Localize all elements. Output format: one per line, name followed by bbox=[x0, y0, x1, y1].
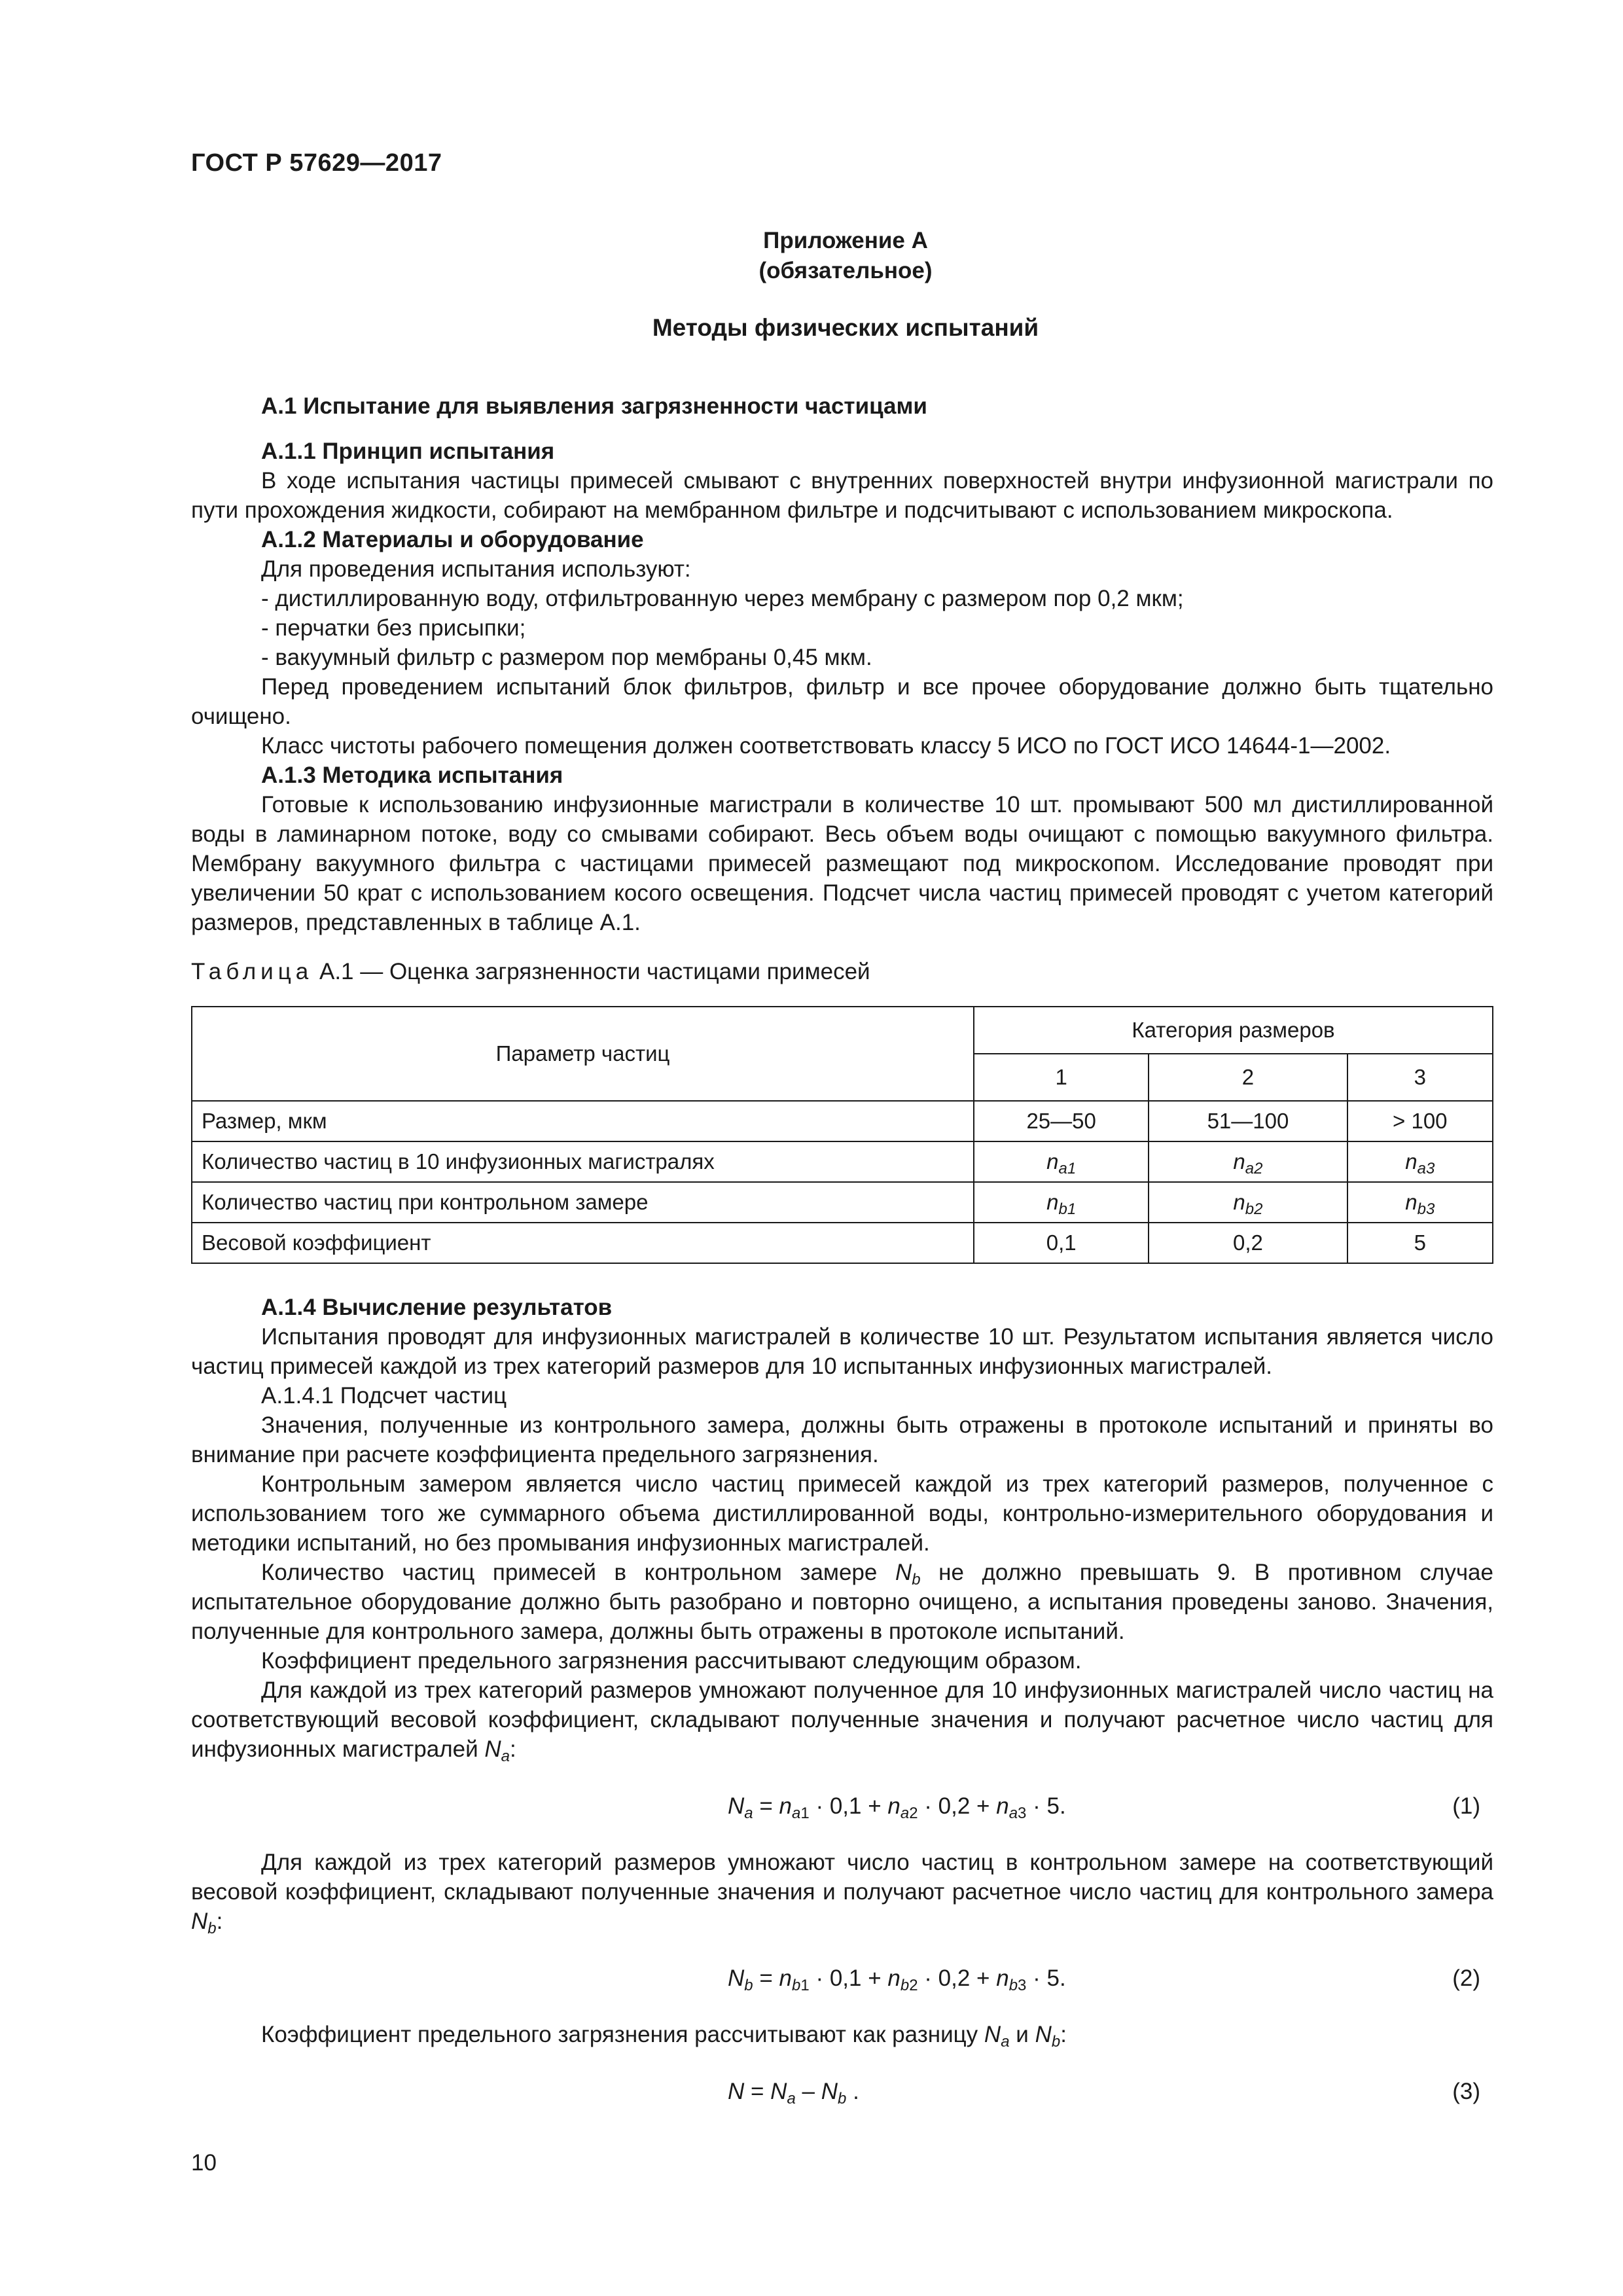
standard-designation: ГОСТ Р 57629—2017 bbox=[191, 149, 442, 177]
formula-number: (2) bbox=[1452, 1965, 1480, 1991]
paragraph-control-values: Значения, полученные из контрольного замера, должны быть отражены в протоколе испытаний и приняты во внимание при расчете коэффициента предельного загрязнения. bbox=[191, 1412, 1493, 1467]
table-cell: 5 bbox=[1347, 1223, 1493, 1263]
paragraph-control-limit: Количество частиц примесей в контрольном замере $N_b$ не должно превышать 9. В противном случае испытательное оборудование должно быть разобрано и повторно очищено, а испытания проведены заново. Значения, полученные для контрольного замера, должны быть отражены в протоколе испытаний. bbox=[191, 1560, 1493, 1644]
annex-status: (обязательное) bbox=[758, 258, 933, 283]
formula-3 bbox=[191, 2066, 1493, 2119]
table-cell: $n_{b3}$ bbox=[1347, 1182, 1493, 1223]
list-item: - вакуумный фильтр с размером пор мембраны 0,45 мкм. bbox=[261, 645, 872, 670]
formula-expression: $N_a = n_{a1} \cdot 0,1 + n_{a2} \cdot 0,2 + n_{a3} \cdot 5$. bbox=[728, 1793, 1066, 1822]
paragraph-difference: Коэффициент предельного загрязнения рассчитывают как разницу $N_a$ и $N_b$: bbox=[261, 2022, 1067, 2051]
paragraph-cleaning: Перед проведением испытаний блок фильтров, фильтр и все прочее оборудование должно быть тщательно очищено. bbox=[191, 674, 1493, 729]
paragraph-cleanroom-class: Класс чистоты рабочего помещения должен соответствовать классу 5 ИСО по ГОСТ ИСО 14644-1—2002. bbox=[261, 733, 1391, 759]
document-body bbox=[191, 391, 1493, 2133]
paragraph-coefficient-intro: Коэффициент предельного загрязнения рассчитывают следующим образом. bbox=[261, 1648, 1082, 1674]
table-cell: $n_{a1}$ bbox=[974, 1141, 1149, 1182]
section-heading-a12: А.1.2 Материалы и оборудование bbox=[261, 527, 644, 552]
paragraph-control-definition: Контрольным замером является число частиц примесей каждой из трех категорий размеров, полученное с использованием того же суммарного объема дистиллированной воды, контрольно-измерительного оборудования и методики испытаний, но без промывания инфузионных магистралей. bbox=[191, 1471, 1493, 1556]
category-cell: 3 bbox=[1347, 1054, 1493, 1101]
paragraph-na-definition: Для каждой из трех категорий размеров умножают полученное для 10 инфузионных магистралей число частиц на соответствующий весовой коэффициент, складывают полученные значения и получают расчетное число частиц для инфузионных магистралей $N_a$: bbox=[191, 1677, 1493, 1765]
table-row bbox=[192, 1141, 1493, 1182]
table-row bbox=[192, 1223, 1493, 1263]
row-label: Количество частиц в 10 инфузионных магистралях bbox=[192, 1141, 974, 1182]
paragraph-results: Испытания проводят для инфузионных магистралей в количестве 10 шт. Результатом испытания является число частиц примесей каждой из трех категорий размеров для 10 испытанных инфузионных магистралей. bbox=[191, 1324, 1493, 1379]
table-caption-text: А.1 — Оценка загрязненности частицами примесей bbox=[319, 959, 870, 984]
row-label: Размер, мкм bbox=[192, 1101, 974, 1141]
formula-expression: $N = N_a - N_b$ . bbox=[728, 2079, 859, 2108]
row-label: Весовой коэффициент bbox=[192, 1223, 974, 1263]
section-heading-a13: А.1.3 Методика испытания bbox=[261, 762, 563, 788]
table-caption bbox=[191, 957, 1493, 986]
table-cell: 25—50 bbox=[974, 1101, 1149, 1141]
list-item: - дистиллированную воду, отфильтрованную через мембрану с размером пор 0,2 мкм; bbox=[261, 586, 1184, 611]
list-item: - перчатки без присыпки; bbox=[261, 615, 526, 641]
table-cell: 0,1 bbox=[974, 1223, 1149, 1263]
category-header-cell: Категория размеров bbox=[974, 1007, 1493, 1054]
paragraph-nb-definition: Для каждой из трех категорий размеров умножают число частиц в контрольном замере на соответствующий весовой коэффициент, складывают полученные значения и получают расчетное число частиц для контрольного замера $N_b$: bbox=[191, 1850, 1493, 1937]
paragraph-method: Готовые к использованию инфузионные магистрали в количестве 10 шт. промывают 500 мл дистиллированной воды в ламинарном потоке, воду со смывами собирают. Весь объем воды очищают с помощью вакуумного фильтра. Мембрану вакуумного фильтра с частицами примесей размещают под микроскопом. Исследование проводят при увеличении 50 крат с использованием косого освещения. Подсчет числа частиц примесей проводят с учетом категорий размеров, представленных в таблице А.1. bbox=[191, 792, 1493, 935]
formula-2 bbox=[191, 1953, 1493, 2005]
category-cell: 2 bbox=[1149, 1054, 1347, 1101]
param-header-cell: Параметр частиц bbox=[192, 1007, 974, 1101]
paragraph-principle: В ходе испытания частицы примесей смывают с внутренних поверхностей внутри инфузионной магистрали по пути прохождения жидкости, собирают на мембранном фильтре и подсчитывают с использованием микроскопа. bbox=[191, 468, 1493, 523]
annex-title: Методы физических испытаний bbox=[652, 314, 1039, 341]
formula-expression: $N_b = n_{b1} \cdot 0,1 + n_{b2} \cdot 0,2 + n_{b3} \cdot 5$. bbox=[728, 1965, 1066, 1994]
subsection-heading-a141: А.1.4.1 Подсчет частиц bbox=[261, 1383, 507, 1408]
paragraph-equipment-intro: Для проведения испытания используют: bbox=[261, 556, 691, 582]
annex-block bbox=[191, 226, 1500, 286]
annex-label: Приложение А bbox=[763, 228, 928, 253]
page-number: 10 bbox=[191, 2150, 217, 2176]
table-row bbox=[192, 1101, 1493, 1141]
table-header-row bbox=[192, 1007, 1493, 1054]
table-cell: $n_{a2}$ bbox=[1149, 1141, 1347, 1182]
formula-number: (1) bbox=[1452, 1793, 1480, 1819]
table-cell: $n_{a3}$ bbox=[1347, 1141, 1493, 1182]
table-cell: 0,2 bbox=[1149, 1223, 1347, 1263]
section-heading-a1: А.1 Испытание для выявления загрязненности частицами bbox=[261, 393, 927, 419]
row-label: Количество частиц при контрольном замере bbox=[192, 1182, 974, 1223]
table-row bbox=[192, 1182, 1493, 1223]
table-cell: 51—100 bbox=[1149, 1101, 1347, 1141]
table-cell: $n_{b2}$ bbox=[1149, 1182, 1347, 1223]
formula-number: (3) bbox=[1452, 2079, 1480, 2104]
section-heading-a11: А.1.1 Принцип испытания bbox=[261, 439, 555, 464]
section-heading-a14: А.1.4 Вычисление результатов bbox=[261, 1295, 613, 1320]
contamination-table bbox=[191, 1006, 1493, 1264]
category-cell: 1 bbox=[974, 1054, 1149, 1101]
table-cell: > 100 bbox=[1347, 1101, 1493, 1141]
table-cell: $n_{b1}$ bbox=[974, 1182, 1149, 1223]
table-caption-word: Таблица bbox=[191, 959, 313, 984]
formula-1 bbox=[191, 1781, 1493, 1833]
